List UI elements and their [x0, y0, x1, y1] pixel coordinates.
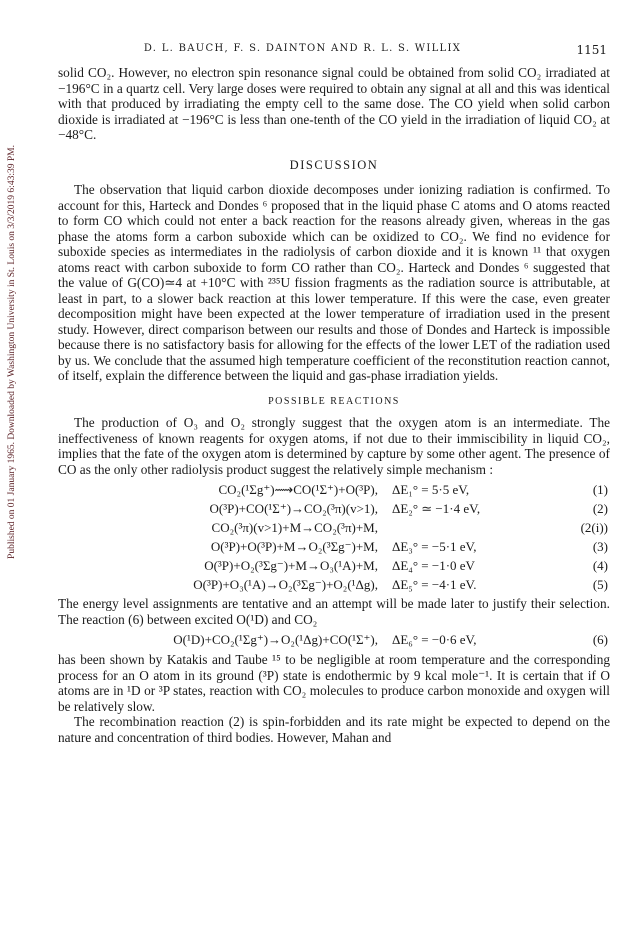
equation-1-energy: ΔE₁° = 5·5 eV, [392, 482, 470, 497]
equation-6-number: (6) [592, 632, 608, 647]
equation-5-energy: ΔE₅° = −4·1 eV. [392, 577, 477, 592]
equation-3-reaction: O(³P)+O(³P)+M→O₂(³Σg⁻)+M, [210, 539, 378, 554]
equation-3-energy: ΔE₃° = −5·1 eV, [392, 539, 477, 554]
download-watermark-text: Published on 01 January 1965. Downloaded by Washington University in St. Louis on 3/3/2019 6:43:39 PM. [7, 145, 17, 559]
paragraph-mechanism-intro: The production of O₃ and O₂ strongly suggest that the oxygen atom is an intermediate. The ineffectiveness of known reagents for oxygen atoms, if not due to their immiscibility in liquid CO₂, implies that the fate of the oxygen atom is determined by capture by some other agent. The presence of CO as the only other radiolysis product suggest the relatively simple mechanism : [58, 415, 610, 477]
equation-block [58, 480, 610, 594]
equation-3-number: (3) [592, 539, 608, 554]
header-authors: D. L. BAUCH, F. S. DAINTON AND R. L. S. WILLIX [143, 43, 462, 54]
paragraph-discussion: The observation that liquid carbon dioxide decomposes under ionizing radiation is confirmed. To account for this, Harteck and Dondes ⁶ proposed that in the liquid phase C atoms and O atoms reacted to form CO which could not enter a back reaction for the reasons already given, whereas in the gas phase the atoms form a carbon suboxide which can be oxidized to CO₂. We find no evidence for suboxide species as intermediates in the radiolysis of carbon dioxide and it is known ¹¹ that oxygen atoms react with carbon suboxide to form CO rather than CO₂. Harteck and Dondes ⁶ suggested that the value of G(CO)≃4 at +10°C with ²³⁵U fission fragments as the radiation source is attributable, at least in part, to a slower back reaction at this lower temperature. If this were the case, even greater decomposition might have been expected at the lower temperature of irradiation used in the present study. However, direct comparison between our results and those of Dondes and Harteck is impossible because there is no satisfactory basis for allowing for the effects of the lower LET of the radiation used by us. We conclude that the assumed high temperature coefficient of the reconstitution reaction cannot, of itself, explain the difference between the liquid and gas-phase irradiation yields. [58, 182, 610, 383]
equation-2-number: (2) [592, 501, 608, 516]
equation-4 [58, 556, 610, 575]
equation-2-energy: ΔE₂° ≃ −1·4 eV, [392, 501, 481, 516]
equation-5-number: (5) [592, 577, 608, 592]
equation-4-reaction: O(³P)+O₂(³Σg⁻)+M→O₃(¹A)+M, [204, 558, 378, 573]
equation-6 [58, 630, 610, 649]
equation-5-reaction: O(³P)+O₃(¹A)→O₂(³Σg⁻)+O₂(¹Δg), [193, 577, 378, 592]
paragraph-energy-levels: The energy level assignments are tentative and an attempt will be made later to justify their selection. The reaction (6) between excited O(¹D) and CO₂ [58, 596, 610, 627]
equation-2-reaction: O(³P)+CO(¹Σ⁺)→CO₂(³π)(v>1), [209, 501, 378, 516]
equation-2i-number: (2(i)) [580, 520, 608, 535]
equation-1-number: (1) [592, 482, 608, 497]
subsection-heading-reactions: POSSIBLE REACTIONS [268, 395, 400, 407]
equation-2i [58, 518, 610, 537]
running-header [58, 43, 607, 59]
equation-2i-reaction: CO₂(³π)(v>1)+M→CO₂(³π)+M, [211, 520, 378, 535]
paragraph-katakis-taube: has been shown by Katakis and Taube ¹⁵ to be negligible at room temperature and the corresponding process for an O atom in its ground (³P) state is endothermic by 9 kcal mole⁻¹. It is certain that if O atoms are in ¹D or ³P states, reaction with CO₂ molecules to produce carbon monoxide and oxygen will be relatively slow. [58, 652, 610, 714]
equation-5 [58, 575, 610, 594]
equation-1 [58, 480, 610, 499]
download-watermark [4, 72, 20, 632]
equation-3 [58, 537, 610, 556]
equation-2 [58, 499, 610, 518]
equation-4-energy: ΔE₄° = −1·0 eV [392, 558, 475, 573]
paragraph-results-end: solid CO₂. However, no electron spin resonance signal could be obtained from solid CO₂ irradiated at −196°C in a quartz cell. Very large doses were required to obtain any signal at all and this was identical with that produced by irradiating the empty cell to the same dose. The CO yield when solid carbon dioxide is irradiated at −196°C is less than one-tenth of the CO yield in the irradiation of liquid CO₂ at −48°C. [58, 65, 610, 142]
equation-6-reaction: O(¹D)+CO₂(¹Σg⁺)→O₂(¹Δg)+CO(¹Σ⁺), [173, 632, 378, 647]
equation-6-energy: ΔE₆° = −0·6 eV, [392, 632, 477, 647]
paragraph-recombination: The recombination reaction (2) is spin-forbidden and its rate might be expected to depend on the nature and concentration of third bodies. However, Mahan and [58, 714, 610, 745]
section-heading-discussion: DISCUSSION [289, 157, 379, 172]
equation-4-number: (4) [592, 558, 608, 573]
equation-1-reaction: CO₂(¹Σg⁺)⟿CO(¹Σ⁺)+O(³P), [218, 482, 378, 497]
article-body [58, 65, 610, 745]
page-number: 1151 [576, 43, 607, 57]
